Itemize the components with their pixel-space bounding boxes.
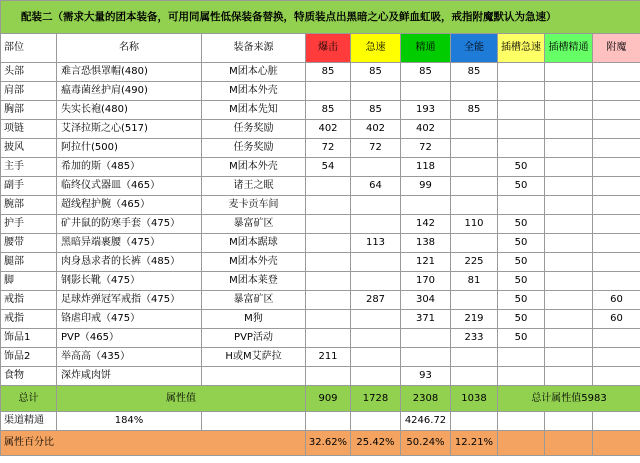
cell-item-name: 举高高（435）: [57, 348, 202, 367]
cell-versatility: [451, 158, 498, 177]
header-socket-haste: 插槽急速: [498, 34, 545, 63]
cell-versatility: 85: [451, 63, 498, 82]
cell-item-name: 艾泽拉斯之心(517): [57, 120, 202, 139]
cell-slot: 副手: [1, 177, 57, 196]
cell-crit: [306, 291, 351, 310]
cell-haste: 85: [351, 101, 401, 120]
cell-socket-haste: [498, 139, 545, 158]
cell-source: M团本莱登: [202, 272, 306, 291]
cell-haste: [351, 272, 401, 291]
cell-crit: 211: [306, 348, 351, 367]
cell-slot: 饰品1: [1, 329, 57, 348]
cell-source: M团本踞球: [202, 234, 306, 253]
cell-crit: [306, 272, 351, 291]
cell-versatility: 85: [451, 101, 498, 120]
percent-haste: 25.42%: [351, 431, 401, 456]
table-row: [1, 310, 640, 329]
total-versatility: 1038: [451, 386, 498, 412]
cell-enchant: [593, 367, 640, 386]
cell-socket-haste: 50: [498, 329, 545, 348]
cell-versatility: 81: [451, 272, 498, 291]
table-row: [1, 120, 640, 139]
cell-source: 任务奖励: [202, 120, 306, 139]
total-crit: 909: [306, 386, 351, 412]
cell-socket-haste: 50: [498, 310, 545, 329]
cell-enchant: [593, 139, 640, 158]
cell-socket-haste: 50: [498, 234, 545, 253]
cell-slot: 腕部: [1, 196, 57, 215]
cell-item-name: 难言恐惧罩帽(480): [57, 63, 202, 82]
table-row: [1, 329, 640, 348]
cell-socket-haste: 50: [498, 291, 545, 310]
cell-mastery: [401, 329, 451, 348]
cell-socket-mastery: [545, 139, 593, 158]
cell-item-name: 矿井鼠的防寒手套（475）: [57, 215, 202, 234]
header-versatility: 全能: [451, 34, 498, 63]
cell-crit: [306, 82, 351, 101]
cell-item-name: 超线程护腕（465）: [57, 196, 202, 215]
cell-slot: 腿部: [1, 253, 57, 272]
cell-socket-haste: [498, 367, 545, 386]
cell-socket-haste: [498, 120, 545, 139]
cell-haste: 287: [351, 291, 401, 310]
header-name: 名称: [57, 34, 202, 63]
header-row: [1, 34, 640, 63]
cell-slot: 肩部: [1, 82, 57, 101]
cell-socket-haste: [498, 63, 545, 82]
cell-source: 任务奖励: [202, 139, 306, 158]
cell-socket-mastery: [545, 234, 593, 253]
cell-source: [202, 367, 306, 386]
cell-slot: 腰带: [1, 234, 57, 253]
cell-socket-mastery: [545, 177, 593, 196]
cell-slot: 披风: [1, 139, 57, 158]
cell-slot: 胸部: [1, 101, 57, 120]
percent-crit: 32.62%: [306, 431, 351, 456]
cell-mastery: 85: [401, 63, 451, 82]
cell-socket-haste: [498, 196, 545, 215]
cell-socket-mastery: [545, 63, 593, 82]
cell-enchant: 60: [593, 291, 640, 310]
channel-label: 渠道精通: [1, 412, 57, 431]
cell-source: M狗: [202, 310, 306, 329]
cell-mastery: 93: [401, 367, 451, 386]
cell-source: PVP活动: [202, 329, 306, 348]
total-sub-label: 属性值: [57, 386, 306, 412]
cell-crit: 85: [306, 101, 351, 120]
cell-versatility: 225: [451, 253, 498, 272]
cell-haste: [351, 310, 401, 329]
cell-crit: 85: [306, 63, 351, 82]
cell-mastery: 193: [401, 101, 451, 120]
cell-socket-mastery: [545, 101, 593, 120]
cell-haste: [351, 367, 401, 386]
channel-mastery: 4246.72: [401, 412, 451, 431]
cell-enchant: [593, 215, 640, 234]
cell-mastery: [401, 82, 451, 101]
cell-crit: [306, 329, 351, 348]
cell-socket-haste: 50: [498, 158, 545, 177]
cell-socket-haste: 50: [498, 272, 545, 291]
cell-mastery: [401, 348, 451, 367]
table-row: [1, 101, 640, 120]
cell-enchant: 60: [593, 310, 640, 329]
percent-mastery: 50.24%: [401, 431, 451, 456]
cell-slot: 饰品2: [1, 348, 57, 367]
cell-crit: 402: [306, 120, 351, 139]
cell-item-name: 临终仪式器皿（465）: [57, 177, 202, 196]
total-row: [1, 386, 640, 412]
cell-enchant: [593, 272, 640, 291]
table-row: [1, 158, 640, 177]
cell-enchant: [593, 196, 640, 215]
header-slot: 部位: [1, 34, 57, 63]
cell-crit: [306, 253, 351, 272]
cell-socket-mastery: [545, 329, 593, 348]
cell-crit: [306, 310, 351, 329]
cell-item-name: PVP（465）: [57, 329, 202, 348]
cell-source: M团本外壳: [202, 253, 306, 272]
table-row: [1, 63, 640, 82]
cell-source: 暴富矿区: [202, 291, 306, 310]
cell-versatility: 233: [451, 329, 498, 348]
cell-enchant: [593, 253, 640, 272]
cell-item-name: 阿拉什(500): [57, 139, 202, 158]
cell-item-name: 铬虐印戒（475）: [57, 310, 202, 329]
cell-item-name: 瘟毒菌丝护肩(490): [57, 82, 202, 101]
table-row: [1, 139, 640, 158]
cell-source: M团本先知: [202, 101, 306, 120]
cell-socket-mastery: [545, 348, 593, 367]
cell-item-name: 深炸咸肉饼: [57, 367, 202, 386]
cell-haste: [351, 253, 401, 272]
cell-socket-mastery: [545, 196, 593, 215]
cell-haste: [351, 348, 401, 367]
cell-haste: 64: [351, 177, 401, 196]
cell-socket-haste: 50: [498, 177, 545, 196]
cell-enchant: [593, 329, 640, 348]
cell-item-name: 黑暗异端裹腰（475）: [57, 234, 202, 253]
cell-crit: 54: [306, 158, 351, 177]
cell-enchant: [593, 177, 640, 196]
cell-crit: [306, 234, 351, 253]
cell-source: M团本心脏: [202, 63, 306, 82]
cell-slot: 护手: [1, 215, 57, 234]
table-row: [1, 234, 640, 253]
cell-socket-mastery: [545, 120, 593, 139]
cell-mastery: 72: [401, 139, 451, 158]
total-sum: 总计属性值5983: [498, 386, 640, 412]
percent-label: 属性百分比: [1, 431, 306, 456]
cell-enchant: [593, 158, 640, 177]
cell-mastery: 371: [401, 310, 451, 329]
cell-versatility: [451, 120, 498, 139]
total-haste: 1728: [351, 386, 401, 412]
cell-crit: [306, 367, 351, 386]
cell-socket-haste: [498, 101, 545, 120]
cell-haste: [351, 158, 401, 177]
cell-slot: 脚: [1, 272, 57, 291]
cell-mastery: 121: [401, 253, 451, 272]
cell-enchant: [593, 234, 640, 253]
cell-crit: [306, 177, 351, 196]
cell-socket-haste: [498, 82, 545, 101]
header-haste: 急速: [351, 34, 401, 63]
title-row: [1, 1, 640, 34]
cell-versatility: [451, 139, 498, 158]
cell-socket-haste: 50: [498, 253, 545, 272]
cell-slot: 项链: [1, 120, 57, 139]
cell-enchant: [593, 101, 640, 120]
cell-enchant: [593, 348, 640, 367]
cell-mastery: 304: [401, 291, 451, 310]
cell-mastery: 138: [401, 234, 451, 253]
percent-versatility: 12.21%: [451, 431, 498, 456]
header-crit: 爆击: [306, 34, 351, 63]
cell-source: 麦卡贡车间: [202, 196, 306, 215]
cell-socket-mastery: [545, 367, 593, 386]
cell-versatility: [451, 348, 498, 367]
cell-slot: 戒指: [1, 291, 57, 310]
cell-source: M团本外壳: [202, 158, 306, 177]
cell-socket-mastery: [545, 291, 593, 310]
cell-item-name: 钢影长靴（475）: [57, 272, 202, 291]
percent-row: [1, 431, 640, 456]
cell-versatility: [451, 82, 498, 101]
cell-crit: [306, 196, 351, 215]
cell-item-name: 希加的斯（485）: [57, 158, 202, 177]
table-row: [1, 215, 640, 234]
cell-mastery: 402: [401, 120, 451, 139]
header-enchant: 附魔: [593, 34, 640, 63]
cell-haste: [351, 82, 401, 101]
table-row: [1, 291, 640, 310]
table-row: [1, 177, 640, 196]
header-source: 装备来源: [202, 34, 306, 63]
cell-socket-mastery: [545, 82, 593, 101]
cell-versatility: [451, 291, 498, 310]
cell-mastery: 170: [401, 272, 451, 291]
cell-versatility: 219: [451, 310, 498, 329]
cell-socket-haste: [498, 348, 545, 367]
cell-slot: 头部: [1, 63, 57, 82]
cell-haste: [351, 215, 401, 234]
cell-source: H或M艾萨拉: [202, 348, 306, 367]
cell-socket-mastery: [545, 310, 593, 329]
cell-crit: [306, 215, 351, 234]
table-row: [1, 82, 640, 101]
total-mastery: 2308: [401, 386, 451, 412]
cell-mastery: 142: [401, 215, 451, 234]
cell-enchant: [593, 120, 640, 139]
cell-versatility: [451, 234, 498, 253]
cell-socket-mastery: [545, 253, 593, 272]
total-label: 总计: [1, 386, 57, 412]
cell-mastery: 99: [401, 177, 451, 196]
cell-item-name: 肉身恳求者的长裤（485）: [57, 253, 202, 272]
cell-item-name: 失实长袍(480): [57, 101, 202, 120]
table-row: [1, 253, 640, 272]
cell-haste: 85: [351, 63, 401, 82]
cell-mastery: 118: [401, 158, 451, 177]
cell-enchant: [593, 63, 640, 82]
cell-crit: 72: [306, 139, 351, 158]
cell-versatility: [451, 367, 498, 386]
cell-slot: 食物: [1, 367, 57, 386]
table-row: [1, 367, 640, 386]
cell-source: 暴富矿区: [202, 215, 306, 234]
cell-slot: 主手: [1, 158, 57, 177]
cell-haste: 113: [351, 234, 401, 253]
cell-socket-mastery: [545, 215, 593, 234]
cell-haste: 72: [351, 139, 401, 158]
sheet-title: 配装二（需求大量的团本装备，可用同属性低保装备替换，特质装点出黑暗之心及鲜血虹吸，戒指附魔默认为急速）: [1, 1, 640, 34]
cell-versatility: 110: [451, 215, 498, 234]
cell-haste: 402: [351, 120, 401, 139]
header-mastery: 精通: [401, 34, 451, 63]
cell-enchant: [593, 82, 640, 101]
cell-slot: 戒指: [1, 310, 57, 329]
cell-source: 诸王之眠: [202, 177, 306, 196]
cell-source: M团本外壳: [202, 82, 306, 101]
channel-row: [1, 412, 640, 431]
cell-versatility: [451, 177, 498, 196]
cell-haste: [351, 196, 401, 215]
cell-socket-mastery: [545, 158, 593, 177]
cell-socket-haste: 50: [498, 215, 545, 234]
cell-haste: [351, 329, 401, 348]
cell-item-name: 足球炸弹冠军戒指（475）: [57, 291, 202, 310]
cell-mastery: [401, 196, 451, 215]
cell-versatility: [451, 196, 498, 215]
table-row: [1, 348, 640, 367]
table-row: [1, 272, 640, 291]
header-socket-mastery: 插槽精通: [545, 34, 593, 63]
cell-socket-mastery: [545, 272, 593, 291]
table-row: [1, 196, 640, 215]
channel-value: 184%: [57, 412, 202, 431]
